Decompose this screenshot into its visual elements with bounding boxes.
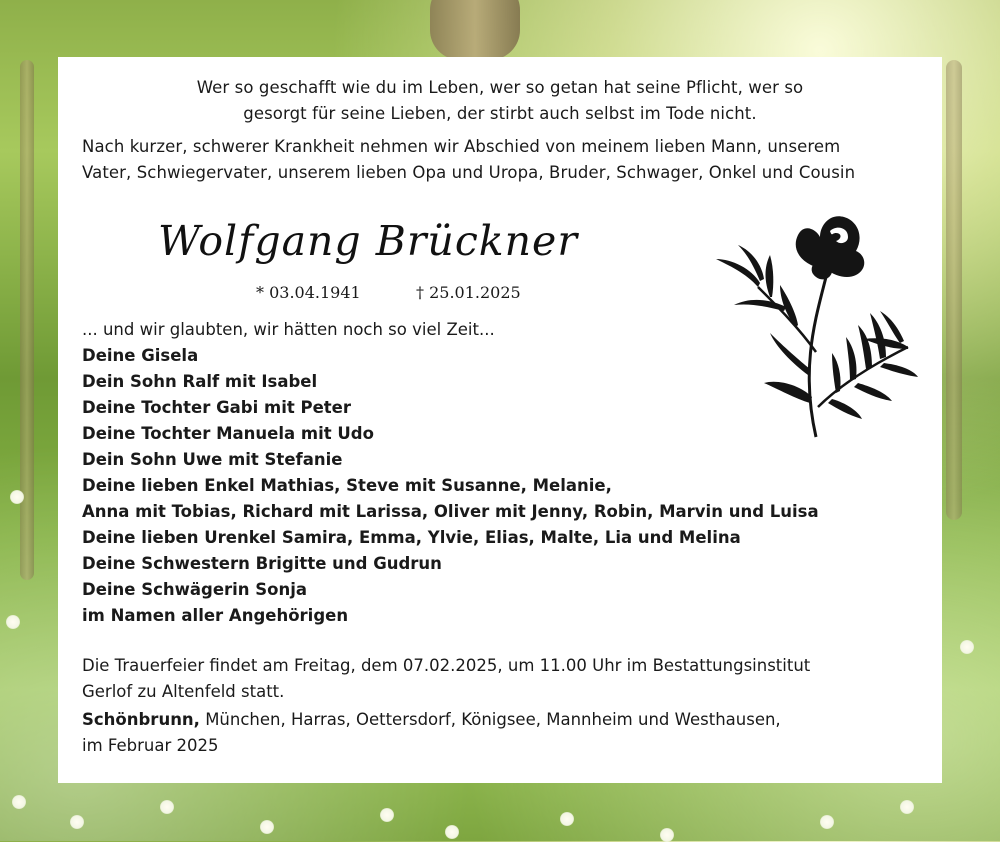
places-line	[82, 707, 922, 733]
quote-line: Wer so geschafft wie du im Leben, wer so getan hat seine Pflicht, wer so	[196, 78, 804, 97]
funeral-line: Die Trauerfeier findet am Freitag, dem 07.02.2025, um 11.00 Uhr im Bestattungsinstitut	[82, 656, 811, 675]
death-date: † 25.01.2025	[416, 283, 521, 302]
places-and-date	[82, 707, 922, 759]
main-place: Schönbrunn,	[82, 710, 200, 729]
mourner-line: Deine Tochter Manuela mit Udo	[82, 424, 374, 443]
quote-line: gesorgt für seine Lieben, der stirbt auch selbst im Tode nicht.	[243, 104, 757, 123]
mourners-list	[82, 317, 922, 629]
mourner-line: Deine lieben Enkel Mathias, Steve mit Susanne, Melanie,	[82, 476, 612, 495]
deceased-name: Wolfgang Brückner	[158, 217, 578, 265]
intro-line: Nach kurzer, schwerer Krankheit nehmen wir Abschied von meinem lieben Mann, unserem	[82, 137, 841, 156]
mourners-lead: ... und wir glaubten, wir hätten noch so viel Zeit...	[82, 320, 495, 339]
mourner-line: Dein Sohn Uwe mit Stefanie	[82, 450, 343, 469]
mourner-line: Deine lieben Urenkel Samira, Emma, Ylvie, Elias, Malte, Lia und Melina	[82, 528, 741, 547]
mourner-line: Dein Sohn Ralf mit Isabel	[82, 372, 318, 391]
mourner-line: im Namen aller Angehörigen	[82, 606, 349, 625]
farewell-intro	[82, 134, 922, 186]
notice-date: im Februar 2025	[82, 736, 219, 755]
other-places: München, Harras, Oettersdorf, Königsee, Mannheim und Westhausen,	[199, 710, 781, 729]
mourner-line: Deine Gisela	[82, 346, 199, 365]
mourner-line: Deine Schwägerin Sonja	[82, 580, 308, 599]
mourner-line: Anna mit Tobias, Richard mit Larissa, Oliver mit Jenny, Robin, Marvin und Luisa	[82, 502, 819, 521]
intro-line: Vater, Schwiegervater, unserem lieben Opa und Uropa, Bruder, Schwager, Onkel und Cousin	[82, 163, 856, 182]
funeral-line: Gerlof zu Altenfeld statt.	[82, 682, 285, 701]
memorial-quote	[58, 75, 942, 127]
mourner-line: Deine Tochter Gabi mit Peter	[82, 398, 351, 417]
mourner-line: Deine Schwestern Brigitte und Gudrun	[82, 554, 442, 573]
funeral-notice	[82, 653, 922, 705]
birth-date: * 03.04.1941	[256, 283, 361, 302]
obituary-card	[58, 57, 942, 783]
